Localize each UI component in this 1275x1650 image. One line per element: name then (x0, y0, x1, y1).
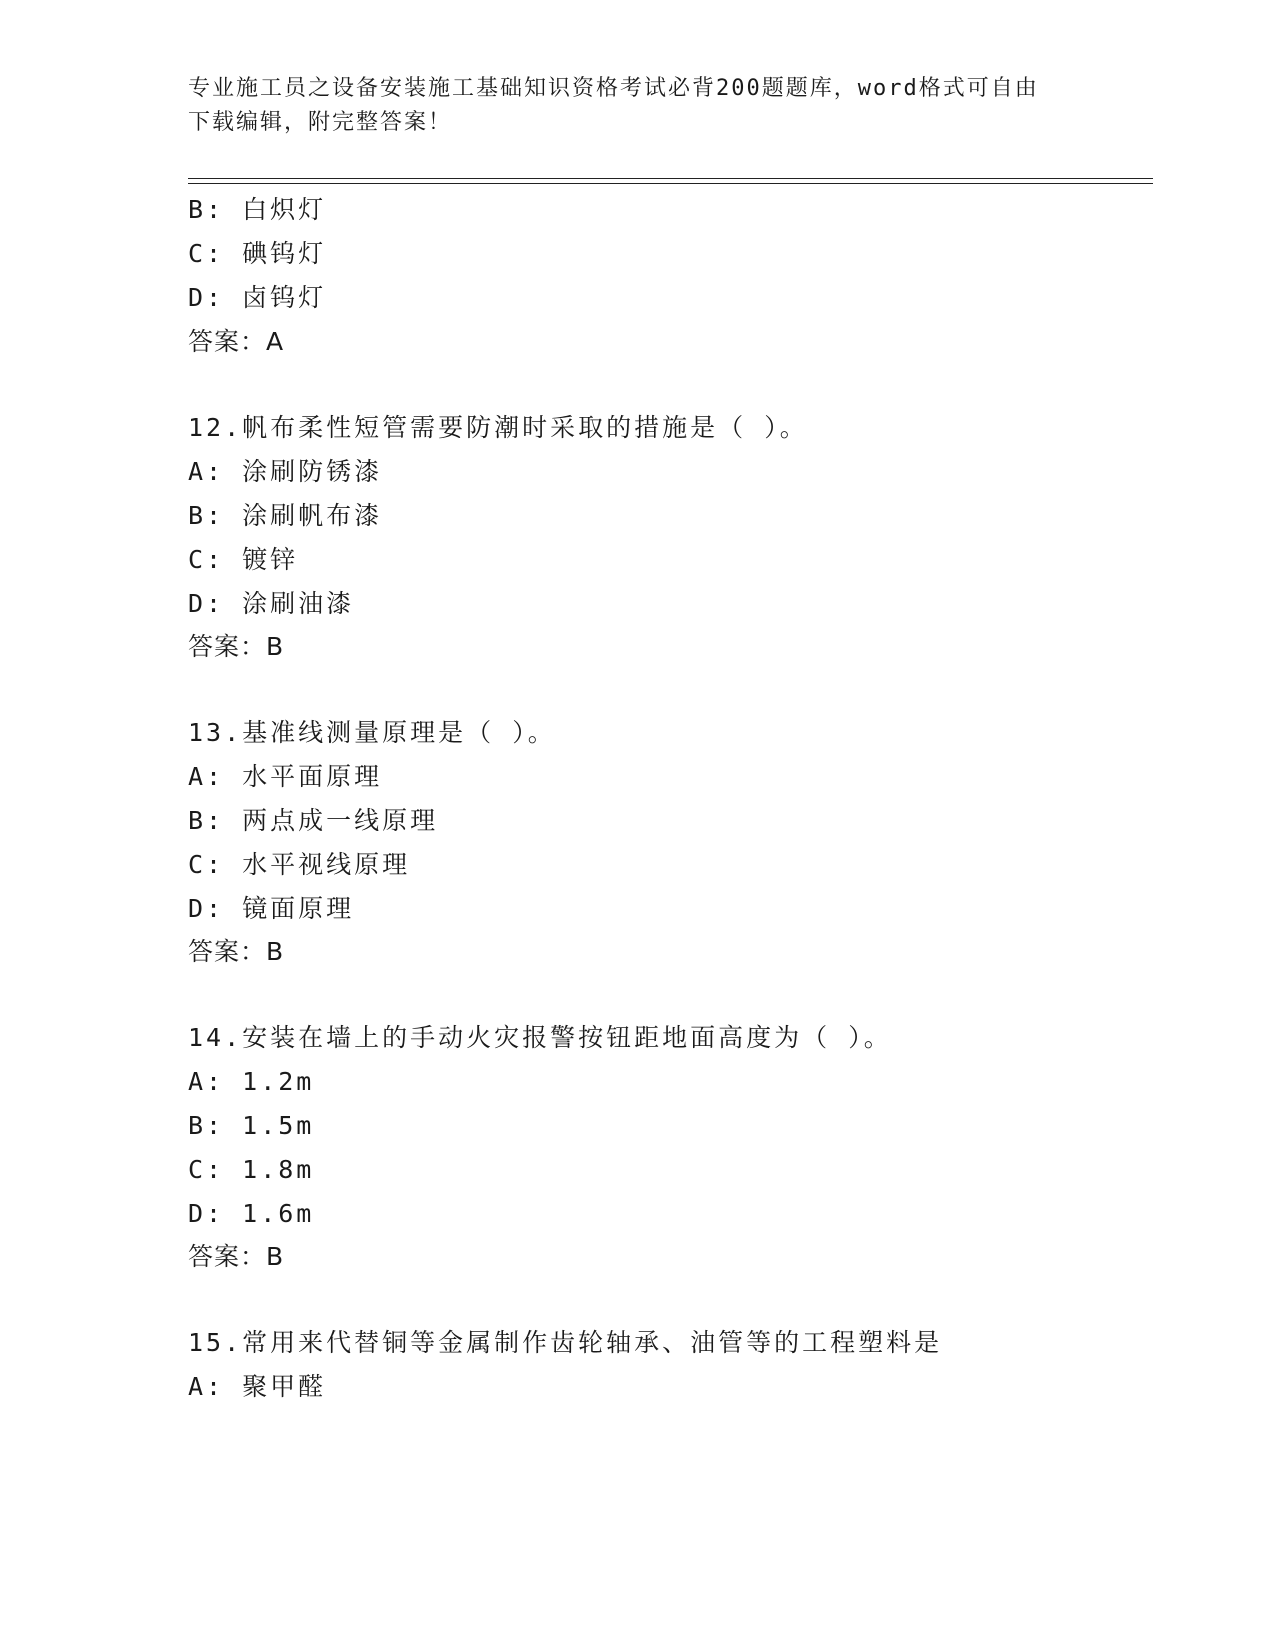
q14-answer: 答案：B (188, 1242, 285, 1271)
q14-option-c: C: 1.8m (188, 1155, 315, 1184)
q11-option-c: C: 碘钨灯 (188, 239, 327, 268)
q13-answer: 答案：B (188, 937, 285, 966)
q11-option-b: B: 白炽灯 (188, 195, 327, 224)
q14-option-d: D: 1.6m (188, 1199, 315, 1228)
q14-option-a: A: 1.2m (188, 1067, 315, 1096)
header-rule-bottom (188, 183, 1153, 184)
q12-option-a: A: 涂刷防锈漆 (188, 457, 383, 486)
q12-option-c: C: 镀锌 (188, 545, 299, 574)
document-header (188, 72, 1068, 140)
q13-stem: 13.基准线测量原理是（ ）。 (188, 718, 556, 747)
q15-option-a: A: 聚甲醛 (188, 1372, 327, 1401)
q15-stem: 15.常用来代替铜等金属制作齿轮轴承、油管等的工程塑料是 (188, 1328, 943, 1357)
q13-option-c: C: 水平视线原理 (188, 850, 411, 879)
q13-option-d: D: 镜面原理 (188, 894, 355, 923)
q12-stem: 12.帆布柔性短管需要防潮时采取的措施是（ ）。 (188, 413, 808, 442)
q13-option-b: B: 两点成一线原理 (188, 806, 439, 835)
q11-option-d: D: 卤钨灯 (188, 283, 327, 312)
q12-answer: 答案：B (188, 632, 285, 661)
q12-option-d: D: 涂刷油漆 (188, 589, 355, 618)
q13-option-a: A: 水平面原理 (188, 762, 383, 791)
q14-option-b: B: 1.5m (188, 1111, 315, 1140)
header-line-1: 专业施工员之设备安装施工基础知识资格考试必背200题题库，word格式可自由 (188, 76, 1039, 101)
q12-option-b: B: 涂刷帆布漆 (188, 501, 383, 530)
q11-answer: 答案：A (188, 327, 285, 356)
header-rule-top (188, 178, 1153, 179)
q14-stem: 14.安装在墙上的手动火灾报警按钮距地面高度为（ ）。 (188, 1023, 892, 1052)
header-line-2: 下载编辑，附完整答案！ (188, 110, 453, 135)
